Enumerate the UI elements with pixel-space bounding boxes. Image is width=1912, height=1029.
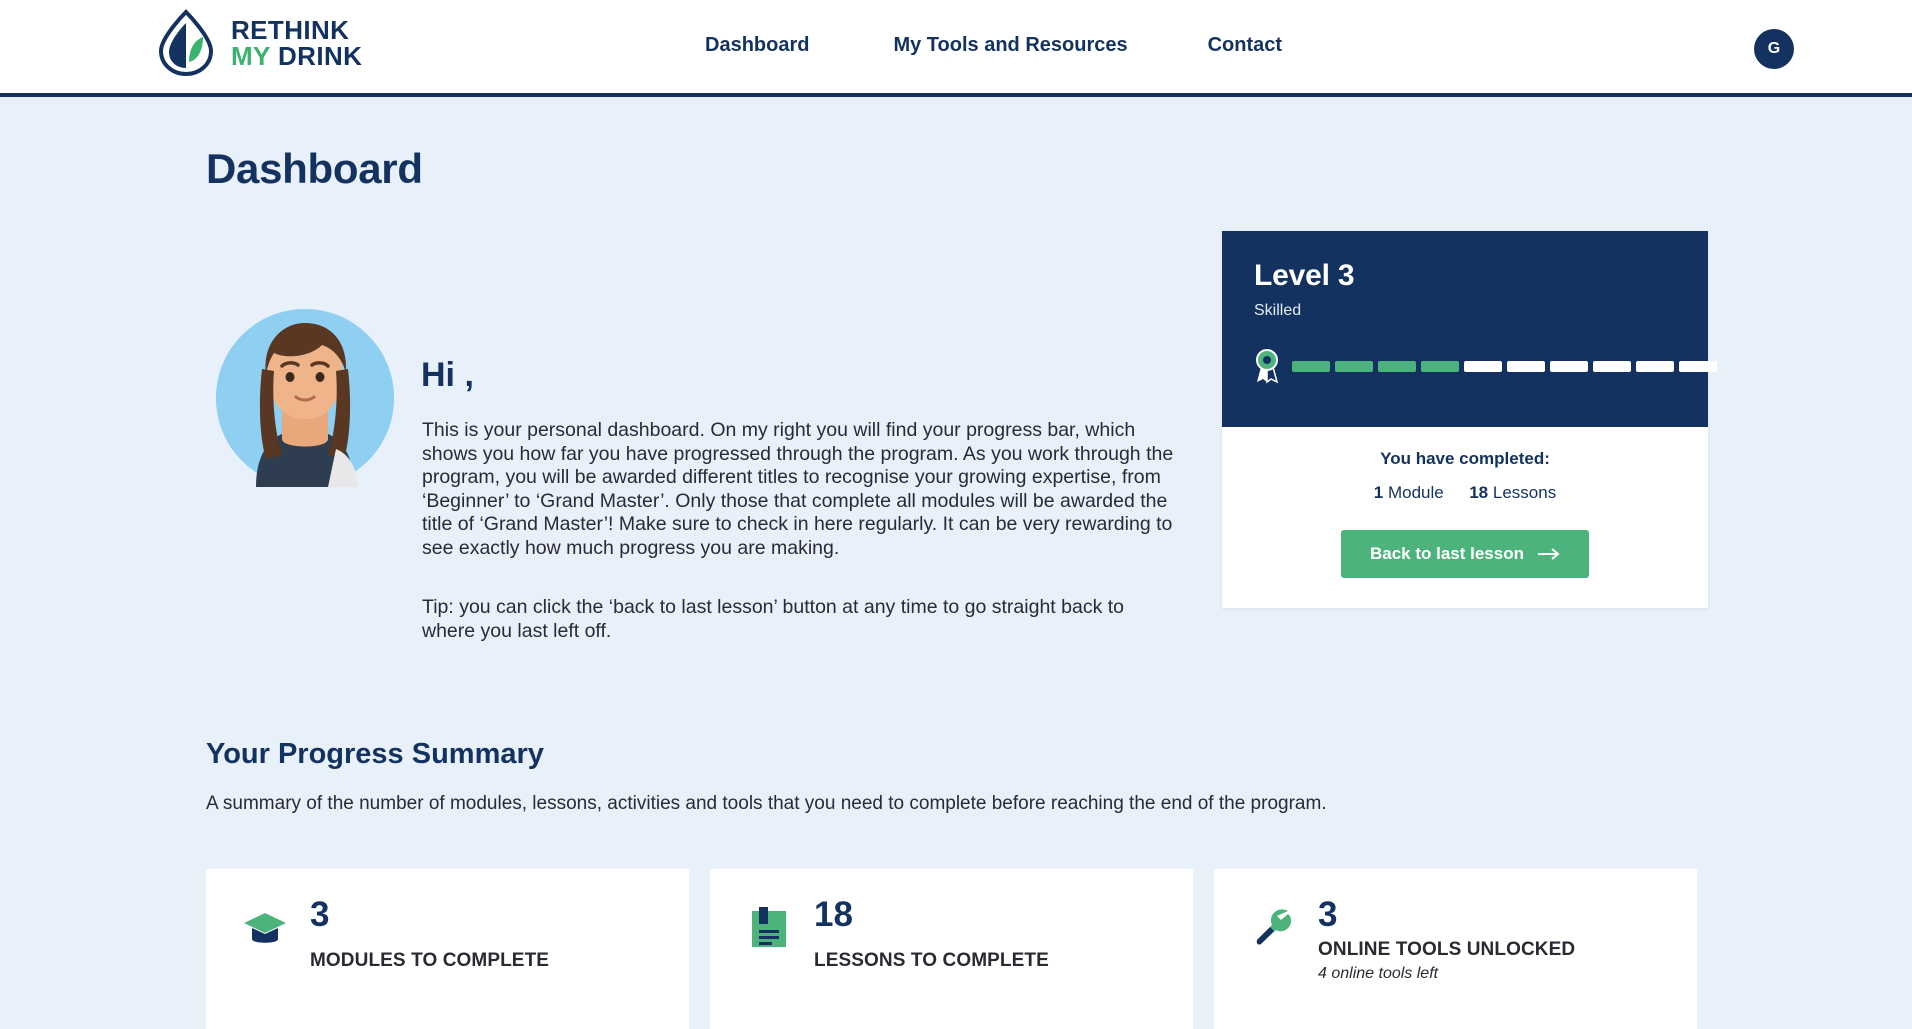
modules-completed-count: 1	[1373, 483, 1384, 502]
progress-segment	[1636, 361, 1674, 372]
summary-card-note: 4 online tools left	[1318, 965, 1439, 982]
main-navigation	[705, 34, 1282, 57]
progress-segment	[1292, 361, 1330, 372]
progress-segment	[1550, 361, 1588, 372]
greeting: Hi ,	[421, 356, 474, 394]
summary-card-label: MODULES TO COMPLETE	[310, 950, 550, 971]
progress-segment	[1335, 361, 1373, 372]
logo-text	[231, 17, 362, 69]
logo[interactable]	[155, 10, 362, 76]
progress-segment	[1378, 361, 1416, 372]
wrench-icon	[1250, 905, 1296, 951]
water-drop-leaf-logo-icon	[155, 10, 217, 76]
summary-card-value: 3	[310, 895, 330, 934]
level-card-header	[1222, 231, 1708, 427]
lessons-completed-word: Lessons	[1492, 483, 1557, 502]
progress-segment	[1421, 361, 1459, 372]
summary-card-value: 18	[814, 895, 853, 934]
nav-item-contact[interactable]: Contact	[1207, 34, 1283, 56]
summary-card-lessons	[710, 869, 1193, 1029]
back-to-last-lesson-button[interactable]	[1341, 530, 1589, 578]
modules-completed-word: Module	[1387, 483, 1444, 502]
level-title: Level 3	[1254, 259, 1355, 292]
tip-paragraph: Tip: you can click the ‘back to last lesson’ button at any time to go straight back to where you last left off.	[422, 596, 1124, 642]
back-to-last-lesson-label: Back to last lesson	[1369, 544, 1524, 563]
level-progress-card	[1222, 231, 1708, 608]
progress-segment	[1507, 361, 1545, 372]
page-body	[0, 101, 1912, 982]
logo-line-rethink: RETHINK	[231, 15, 350, 45]
profile-illustration	[216, 309, 394, 487]
level-rank: Skilled	[1254, 302, 1302, 319]
progress-segments	[1292, 361, 1717, 372]
book-lessons-icon	[746, 905, 792, 951]
level-card-body	[1222, 427, 1708, 608]
summary-card-label: LESSONS TO COMPLETE	[814, 950, 1049, 971]
page-title: Dashboard	[206, 145, 423, 192]
nav-item-dashboard[interactable]: Dashboard	[705, 34, 810, 56]
summary-card-value: 3	[1318, 895, 1338, 934]
summary-card-online-tools	[1214, 869, 1697, 1029]
site-header	[0, 0, 1912, 97]
graduation-cap-icon	[242, 905, 288, 951]
lessons-completed-count: 18	[1469, 483, 1489, 502]
intro-paragraph: This is your personal dashboard. On my right you will find your progress bar, which shows you how far you have progressed through the program. As you work through the program, you will be awarded different titles to recognise your growing expertise, from ‘Beginner’ to ‘Grand Master’. Only those that complete all modules will be awarded the title of ‘Grand Master’! Make sure to check in here regularly. It can be very rewarding to see exactly how much progress you are making.	[422, 419, 1174, 559]
avatar-illustration-icon	[216, 309, 394, 487]
summary-card-label: ONLINE TOOLS UNLOCKED	[1318, 939, 1576, 960]
progress-segment	[1464, 361, 1502, 372]
nav-item-my-tools-and-resources[interactable]: My Tools and Resources	[893, 34, 1128, 56]
logo-line-drink: DRINK	[277, 41, 363, 71]
logo-line-my: MY	[231, 41, 271, 71]
progress-summary-description: A summary of the number of modules, lessons, activities and tools that you need to complete before reaching the end of the program.	[206, 793, 1327, 814]
level-progress-bar	[1254, 349, 1676, 383]
account-avatar[interactable]: G	[1754, 29, 1794, 69]
progress-segment	[1593, 361, 1631, 372]
arrow-right-icon	[1538, 548, 1560, 560]
summary-card-modules	[206, 869, 689, 1029]
progress-summary-title: Your Progress Summary	[206, 738, 544, 770]
progress-segment	[1679, 361, 1717, 372]
medal-icon	[1254, 349, 1280, 383]
summary-card-list	[206, 869, 1697, 1029]
completed-stats	[1222, 483, 1708, 503]
completed-label: You have completed:	[1380, 449, 1550, 468]
